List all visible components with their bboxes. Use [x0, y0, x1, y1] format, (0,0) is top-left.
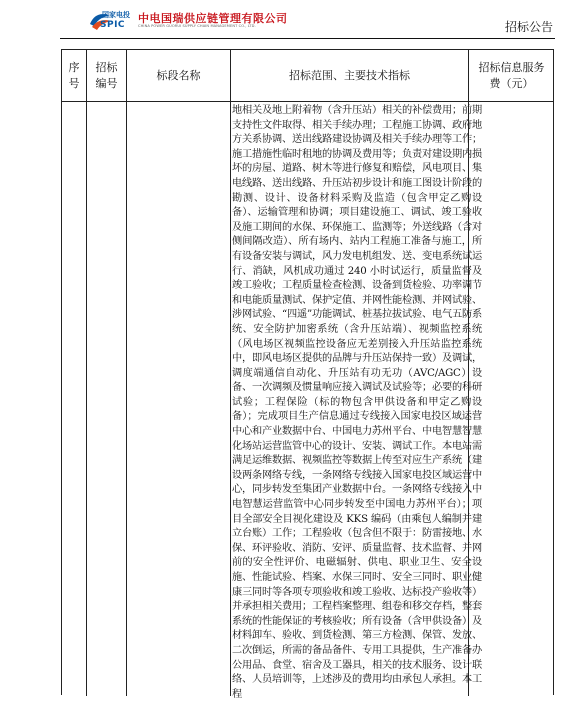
col-divider — [86, 50, 87, 696]
col-divider — [126, 50, 127, 696]
logo-small-text: 国家电投 — [102, 11, 130, 19]
page-header — [0, 0, 579, 40]
header-bid-no: 招标编号 — [95, 60, 118, 90]
header-section-name: 标段名称 — [156, 68, 201, 82]
company-name-en: CHINA POWER GUORUI SUPPLY CHAIN MANAGEMENT CO., LTD. — [138, 24, 256, 28]
doc-title: 招标公告 — [504, 20, 553, 34]
scope-description — [232, 104, 482, 702]
header-seq: 序号 — [68, 60, 80, 90]
scope-text: 地相关及地上附着物（含升压站）相关的补偿费用；前期支持性文件取得、相关手续办理；工程施工协调、政府地方关系协调、送出线路建设协调及相关手续办理等工作；施工措施性临时租地的协调及费用等；负责对建设期内损坏的房屋、道路、树木等进行修复和赔偿，风电项目、集电线路、送出线路、升压站初步设计和施工图设计阶段的勘测、设计、设备材料采购及监造（包含甲定乙购设备）、运输管理和协调；项目建设施工、调试、竣工验收及施工期间的水保、环保施工、监测等；外送线路（含对侧间隔改造）、所有场内、站内工程施工准备与施工，所有设备安装与调试，风力发电机组发、送、变电系统试运行、消缺，风机成功通过 240 小时试运行，质量监督及竣工验收；工程质量检查检测、设备到货检验、功率调节和电能质量测试、保护定值、并网性能检测、并网试验、涉网试验、“四遥”功能调试、桩基拉拔试验、电气五防系统、安全防护加密系统（含升压站端）、视频监控系统（风电场区视频监控设备应无差别接入升压站监控系统中，即风电场区提供的品牌与升压站保持一致）及调试，调度端通信自动化、升压站有功无功（AVC/AGC）设备、一次调频及惯量响应接入调试及试验等；必要的科研试验；工程保险（标的物包含甲供设备和甲定乙购设备）；完成项目生产信息通过专线接入国家电投区域运营中心和产业数据中台、中国电力苏州平台、中电智慧智慧化场站运营监管中心的设计、安装、调试工作。本电站需满足运维数据、视频监控等数据上传至对应生产系统（建设两条网络专线，一条网络专线接入国家电投区域运营中心，同步转发至集团产业数据中台。一条网络专线接入中电智慧运营监管中心同步转发至中国电力苏州平台）；项目全部安全目视化建设及 KKS 编码（由乘包人编制并建立台账）工作；工程验收（包含但不限于：防雷接地、水保、环评验收、消防、安评、质量监督、技术监督、并网前的安全性评价、电磁辐射、供电、职业卫生、安全设施、性能试验、档案、水保三同时、安全三同时、职业健康三同时等各项专项验收和竣工验收、达标投产验收等）并承担相关费用；工程档案整理、组卷和移交存档，整套系统的性能保证的考核验收；所有设备（含甲供设备）及材料卸车、验收、到货检测、第三方检测、保管、发放、二次倒运，所需的备品备件、专用工具提供，生产准备办公用品、食堂、宿舍及工器具，相关的技术服务、设计联络、人员培训等，上述涉及的费用均由承包人承担。本工程 — [232, 105, 482, 700]
header-service-fee: 招标信息服务费（元） — [478, 60, 545, 90]
col-divider — [230, 50, 231, 696]
header-divider — [60, 38, 555, 39]
company-name: 中电国瑞供应链管理有限公司 — [138, 12, 288, 25]
logo-abbr: SPIC — [100, 20, 126, 30]
header-scope: 招标范围、主要技术指标 — [289, 68, 410, 82]
company-logo — [88, 9, 298, 33]
bid-table — [61, 49, 554, 700]
